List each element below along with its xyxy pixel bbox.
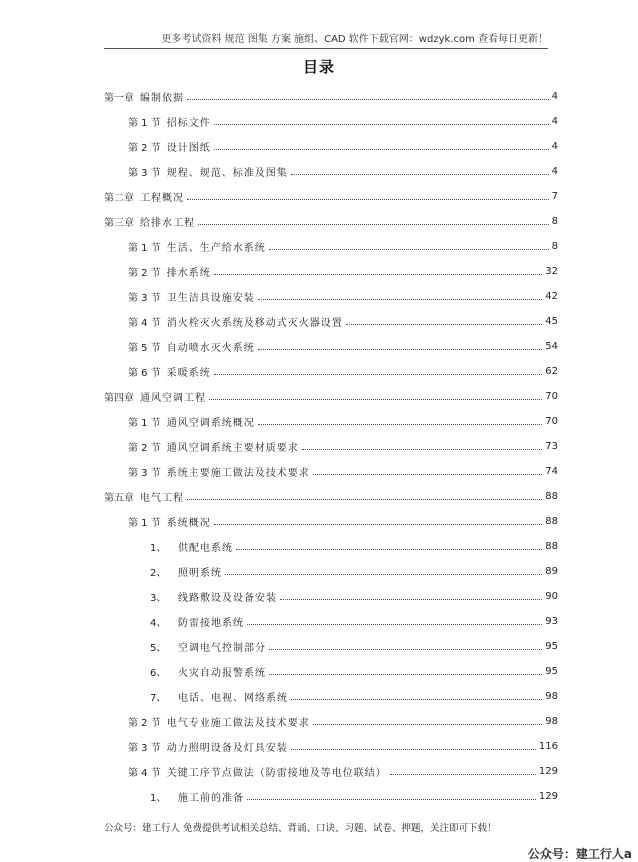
toc-entry-number: 第 1 节 <box>128 118 161 129</box>
page-footer: 公众号：建工行人 免费提供考试相关总结、背诵、口诀、习题、试卷、押题，关注即可下载！ <box>104 823 497 834</box>
toc-entry-page: 88 <box>545 491 558 502</box>
toc-dot-leader <box>258 349 543 350</box>
toc-dot-leader <box>198 224 549 225</box>
toc-entry-page: 45 <box>545 316 558 327</box>
toc-entry-number: 第 4 节 <box>128 768 161 779</box>
toc-entry-title: 通风空调系统主要材质要求 <box>166 443 299 454</box>
toc-dot-leader <box>269 249 549 250</box>
toc-entry-title: 排水系统 <box>166 268 211 279</box>
toc-entry-number: 第 3 节 <box>128 743 161 754</box>
toc-entry-title: 电气工程 <box>140 493 184 504</box>
toc-entry-number: 第 4 节 <box>128 318 161 329</box>
toc-entry[interactable] <box>104 734 558 759</box>
toc-entry-title: 系统概况 <box>166 518 211 529</box>
toc-entry-number: 7、 <box>150 693 167 704</box>
toc-entry[interactable] <box>104 559 558 584</box>
page-header: 更多考试资料 规范 图集 方案 施组、CAD 软件下载官网：wdzyk.com 查看每日更新！ <box>104 30 548 49</box>
toc-entry-page: 129 <box>538 791 558 802</box>
toc-entry-title: 供配电系统 <box>178 543 233 554</box>
toc-entry[interactable] <box>104 409 558 434</box>
toc-entry-title: 电话、电视、网络系统 <box>178 693 288 704</box>
toc-entry[interactable] <box>104 159 558 184</box>
toc-entry-number: 5、 <box>150 643 167 654</box>
toc-entry-title: 生活、生产给水系统 <box>166 243 266 254</box>
toc-entry-page: 8 <box>551 241 558 252</box>
toc-entry[interactable] <box>104 484 558 509</box>
toc-dot-leader <box>280 599 542 600</box>
toc-entry-title: 通风空调工程 <box>140 393 206 404</box>
toc-entry-title: 动力照明设备及灯具安装 <box>166 743 288 754</box>
toc-dot-leader <box>187 99 549 100</box>
toc-entry[interactable] <box>104 284 558 309</box>
toc-entry-title: 通风空调系统概况 <box>166 418 255 429</box>
toc-entry-number: 4、 <box>150 618 167 629</box>
toc-dot-leader <box>269 649 542 650</box>
toc-entry-title: 防雷接地系统 <box>178 618 244 629</box>
toc-entry-page: 8 <box>551 216 558 227</box>
toc-entry-number: 第 3 节 <box>128 293 161 304</box>
toc-entry-page: 89 <box>545 566 558 577</box>
toc-entry-number: 第二章 <box>104 193 134 204</box>
toc-entry[interactable] <box>104 359 558 384</box>
toc-entry[interactable] <box>104 509 558 534</box>
toc-entry-number: 6、 <box>150 668 167 679</box>
toc-entry-title: 照明系统 <box>178 568 222 579</box>
toc-entry[interactable] <box>104 434 558 459</box>
toc-dot-leader <box>258 424 543 425</box>
toc-entry[interactable] <box>104 759 558 784</box>
toc-entry-title: 卫生洁具设施安装 <box>166 293 255 304</box>
toc-dot-leader <box>313 724 543 725</box>
toc-entry-page: 7 <box>551 191 558 202</box>
toc-dot-leader <box>269 674 542 675</box>
toc-entry-title: 线路敷设及设备安装 <box>178 593 277 604</box>
toc-entry-number: 第三章 <box>104 218 134 229</box>
toc-entry-page: 54 <box>545 341 558 352</box>
toc-dot-leader <box>214 274 543 275</box>
toc-entry[interactable] <box>104 209 558 234</box>
toc-entry-title: 工程概况 <box>140 193 184 204</box>
toc-entry[interactable] <box>104 259 558 284</box>
toc-entry-number: 1、 <box>150 793 167 804</box>
toc-entry-page: 129 <box>538 766 558 777</box>
toc-entry-title: 系统主要施工做法及技术要求 <box>166 468 310 479</box>
toc-dot-leader <box>236 549 542 550</box>
toc-entry[interactable] <box>104 459 558 484</box>
toc-entry-title: 空调电气控制部分 <box>178 643 266 654</box>
toc-dot-leader <box>291 699 542 700</box>
toc-entry[interactable] <box>104 634 558 659</box>
toc-entry[interactable] <box>104 184 558 209</box>
toc-entry-title: 火灾自动报警系统 <box>178 668 266 679</box>
toc-entry-page: 62 <box>545 366 558 377</box>
page-title: 目录 <box>302 58 335 76</box>
toc-entry-page: 4 <box>551 166 558 177</box>
toc-entry-title: 关键工序节点做法（防雷接地及等电位联结） <box>166 768 387 779</box>
toc-entry-title: 编制依据 <box>140 93 184 104</box>
toc-entry-page: 4 <box>551 116 558 127</box>
toc-dot-leader <box>247 799 536 800</box>
toc-entry-number: 第 1 节 <box>128 243 161 254</box>
toc-dot-leader <box>247 624 542 625</box>
toc-entry-page: 93 <box>545 616 558 627</box>
toc-entry-number: 3、 <box>150 593 167 604</box>
toc-entry[interactable] <box>104 709 558 734</box>
toc-entry[interactable] <box>104 609 558 634</box>
toc-entry-page: 88 <box>545 516 558 527</box>
toc-entry-title: 施工前的准备 <box>178 793 244 804</box>
toc-entry[interactable] <box>104 584 558 609</box>
toc-entry-page: 74 <box>545 466 558 477</box>
toc-entry-page: 42 <box>545 291 558 302</box>
toc-entry-page: 4 <box>551 91 558 102</box>
toc-entry-title: 设计图纸 <box>166 143 211 154</box>
toc-entry-page: 95 <box>545 641 558 652</box>
toc-entry[interactable] <box>104 334 558 359</box>
toc-dot-leader <box>390 774 536 775</box>
toc-dot-leader <box>214 374 543 375</box>
toc-entry-number: 第 6 节 <box>128 368 161 379</box>
toc-entry-title: 采暖系统 <box>166 368 211 379</box>
toc-dot-leader <box>313 474 543 475</box>
toc-entry[interactable] <box>104 384 558 409</box>
toc-entry-title: 消火栓灭火系统及移动式灭火器设置 <box>166 318 343 329</box>
toc-dot-leader <box>291 174 549 175</box>
toc-entry[interactable] <box>104 134 558 159</box>
toc-entry[interactable] <box>104 534 558 559</box>
toc-entry-number: 第四章 <box>104 393 134 404</box>
toc-entry-number: 1、 <box>150 543 167 554</box>
toc-entry-page: 4 <box>551 141 558 152</box>
toc-entry-number: 第 2 节 <box>128 143 161 154</box>
table-of-contents <box>104 84 558 809</box>
toc-entry-number: 第 3 节 <box>128 168 161 179</box>
toc-entry-number: 第一章 <box>104 93 134 104</box>
toc-dot-leader <box>187 499 542 500</box>
watermark: 公众号：建工行人a <box>527 847 632 861</box>
toc-entry[interactable] <box>104 684 558 709</box>
toc-entry-page: 32 <box>545 266 558 277</box>
toc-entry-page: 88 <box>545 541 558 552</box>
toc-entry[interactable] <box>104 234 558 259</box>
toc-entry-number: 第 2 节 <box>128 268 161 279</box>
toc-entry-page: 98 <box>545 716 558 727</box>
toc-entry-page: 73 <box>545 441 558 452</box>
toc-entry-number: 第 1 节 <box>128 518 161 529</box>
toc-dot-leader <box>225 574 542 575</box>
toc-dot-leader <box>346 324 543 325</box>
toc-dot-leader <box>214 124 549 125</box>
toc-dot-leader <box>291 749 536 750</box>
toc-dot-leader <box>302 449 543 450</box>
toc-entry-title: 招标文件 <box>166 118 211 129</box>
toc-entry[interactable] <box>104 109 558 134</box>
toc-entry-number: 第 2 节 <box>128 443 161 454</box>
toc-entry[interactable] <box>104 784 558 809</box>
toc-entry-number: 第五章 <box>104 493 134 504</box>
toc-entry-number: 第 5 节 <box>128 343 161 354</box>
toc-entry-page: 116 <box>538 741 558 752</box>
toc-dot-leader <box>209 399 542 400</box>
toc-entry-number: 第 2 节 <box>128 718 161 729</box>
toc-dot-leader <box>187 199 549 200</box>
toc-entry[interactable] <box>104 309 558 334</box>
toc-dot-leader <box>258 299 543 300</box>
toc-entry-page: 98 <box>545 691 558 702</box>
toc-entry-page: 70 <box>545 391 558 402</box>
toc-entry[interactable] <box>104 84 558 109</box>
toc-entry-number: 第 3 节 <box>128 468 161 479</box>
toc-entry-page: 70 <box>545 416 558 427</box>
toc-entry-title: 自动喷水灭火系统 <box>166 343 255 354</box>
toc-entry-page: 90 <box>545 591 558 602</box>
toc-entry-title: 电气专业施工做法及技术要求 <box>166 718 310 729</box>
toc-dot-leader <box>214 149 549 150</box>
toc-entry-number: 第 1 节 <box>128 418 161 429</box>
toc-entry[interactable] <box>104 659 558 684</box>
toc-entry-title: 规程、规范、标准及图集 <box>166 168 288 179</box>
toc-entry-page: 95 <box>545 666 558 677</box>
toc-entry-number: 2、 <box>150 568 167 579</box>
toc-entry-title: 给排水工程 <box>140 218 195 229</box>
toc-dot-leader <box>214 524 543 525</box>
